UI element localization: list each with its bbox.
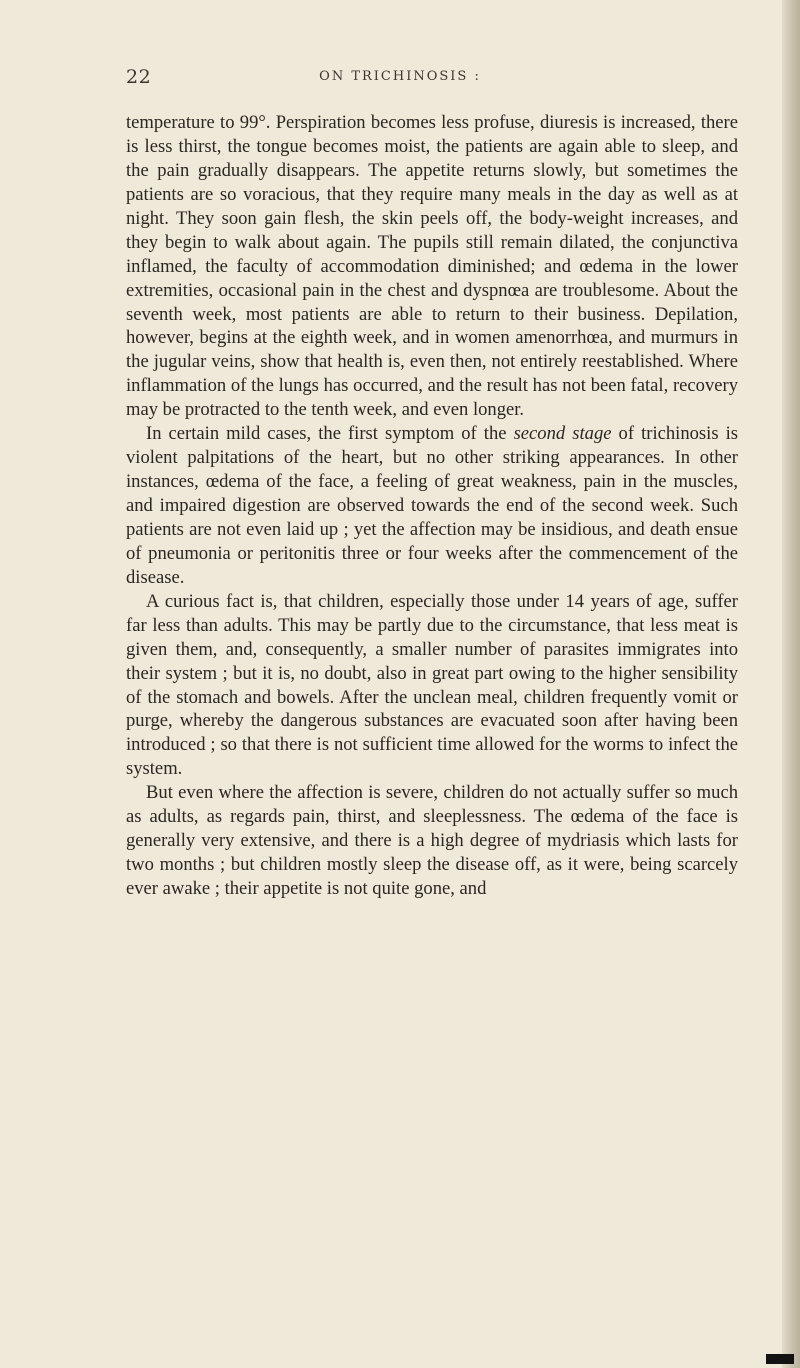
- paragraph-children: A curious fact is, that children, especially those under 14 years of age, suffer far less than adults. This may be partly due to the circumstance, that less meat is given them, and, consequently, a smaller number of parasites immigrates into their system ; but it is, no doubt, also in great part owing to the higher sensibility of the stomach and bowels. After the unclean meal, children frequently vomit or purge, whereby the dangerous substances are evacuated soon after having been introduced ; so that there is not sufficient time allowed for the worms to infect the system.: [126, 590, 738, 780]
- page-edge-shadow: [782, 0, 800, 1368]
- page-header: [0, 66, 800, 90]
- paragraph-mild-cases-start: In certain mild cases, the first symptom of the: [146, 423, 514, 445]
- scan-corner-mark: [766, 1354, 794, 1364]
- running-head: ON TRICHINOSIS :: [319, 69, 481, 84]
- paragraph-mild-cases: [126, 422, 738, 590]
- paragraph-severe-cases: But even where the affection is severe, children do not actually suffer so much as adults, as regards pain, thirst, and sleeplessness. The œdema of the face is generally very extensive, and there is a high degree of mydriasis which lasts for two months ; but children mostly sleep the disease off, as it were, being scarcely ever awake ; their appetite is not quite gone, and: [126, 782, 738, 899]
- page-number: 22: [126, 66, 152, 88]
- paragraph-continuation: temperature to 99°. Perspiration becomes less profuse, diuresis is increased, there is less thirst, the tongue becomes moist, the patients are again able to sleep, and the pain gradually disappears. The appetite returns slowly, but sometimes the patients are so voracious, that they require many meals in the day as well as at night. They soon gain flesh, the skin peels off, the body-weight increases, and they begin to walk about again. The pupils still remain dilated, the conjunctiva inflamed, the faculty of accommodation diminished; and œdema in the lower extremities, occasional pain in the chest and dyspnœa are troublesome. About the seventh week, most patients are able to return to their business. Depilation, however, begins at the eighth week, and in women amenorrhœa, and murmurs in the jugular veins, show that health is, even then, not entirely reestablished. Where inflammation of the lungs has occurred, and the result has not been fatal, recovery may be protracted to the tenth week, and even longer.: [126, 112, 738, 421]
- body-text: [126, 111, 738, 901]
- paragraph-mild-cases-end: of trichinosis is violent palpitations of the heart, but no other striking appearances. In other instances, œdema of the face, a feeling of great weakness, pain in the muscles, and impaired digestion are observed towards the end of the second week. Such patients are not even laid up ; yet the affection may be insidious, and death ensue of pneumonia or peritonitis three or four weeks after the commencement of the disease.: [126, 423, 739, 588]
- emphasis-second-stage: second stage: [513, 423, 612, 445]
